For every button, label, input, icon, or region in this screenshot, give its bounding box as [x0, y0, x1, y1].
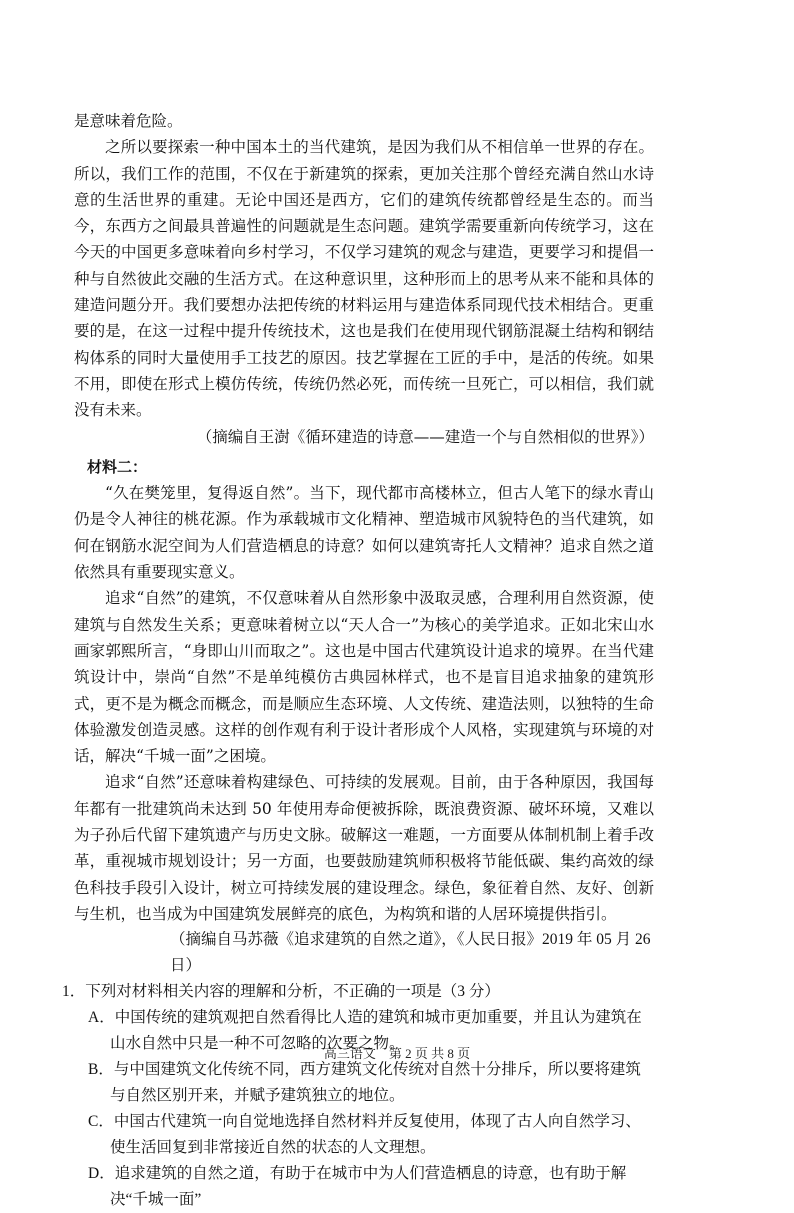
article1-paragraph-0: 是意味着危险。 — [74, 112, 183, 130]
article2-paragraph-2: 追求“自然”的建筑，不仅意味着从自然形象中汲取灵感，合理利用自然资源，使建筑与自然发生关系；更意味着树立以“天人合一”为核心的美学追求。正如北宋山水画家郭熙所言，“身即山川而取之”。这也是中国古代建筑设计追求的境界。在当代建筑设计中，崇尚“自然”不是单纯模仿古典园林样式，也不是盲目追求抽象的建筑形式，更不是为概念而概念，而是顺应生态环境、人文传统、建造法则，以独特的生命体验激发创造灵感。这样的创作观有利于设计者形成个人风格，实现建筑与环境的对话，解决“千城一面”之困境。 — [74, 589, 654, 766]
page-footer: 高三语文 第 2 页 共 8 页 — [323, 1046, 471, 1061]
article1-source: （摘编自王澍《循环建造的诗意——建造一个与自然相似的世界》） — [196, 427, 654, 446]
material-2-heading: 材料二： — [87, 457, 148, 476]
article2-paragraph-1: “久在樊笼里，复得返自然”。当下，现代都市高楼林立，但古人笔下的绿水青山仍是令人神往的桃花源。作为承载城市文化精神、塑造城市风貌特色的当代建筑，如何在钢筋水泥空间为人们营造栖息的诗意？如何以建筑寄托人文精神？追求自然之道依然具有重要现实意义。 — [74, 484, 654, 582]
article2-source: （摘编自马苏薇《追求建筑的自然之道》，《人民日报》2019 年 05 月 26 日） — [170, 931, 651, 975]
article2-paragraph-3: 追求“自然”还意味着构建绿色、可持续的发展观。目前，由于各种原因，我国每年都有一批建筑尚未达到 50 年使用寿命便被拆除，既浪费资源、破坏环境，又难以为子孙后代留下建筑遗产与历史文脉。破解这一难题，一方面要从体制机制上着手改革，重视城市规划设计；另一方面，也要鼓励建筑师积极将节能低碳、集约高效的绿色科技手段引入设计，树立可持续发展的建设理念。绿色，象征着自然、友好、创新与生机，也当成为中国建筑发展鲜亮的底色，为构筑和谐的人居环境提供指引。 — [74, 773, 654, 923]
question-1-option-d: D．追求建筑的自然之道，有助于在城市中为人们营造栖息的诗意，也有助于解决“千城一面” — [88, 1165, 627, 1209]
question-1-option-b: B．与中国建筑文化传统不同，西方建筑文化传统对自然十分排斥，所以要将建筑与自然区别开来，并赋予建筑独立的地位。 — [88, 1061, 641, 1105]
question-1-option-a: A．中国传统的建筑观把自然看得比人造的建筑和城市更加重要，并且认为建筑在山水自然中只是一种不可忽略的次要之物。 — [88, 1009, 642, 1053]
question-1-stem: 1．下列对材料相关内容的理解和分析，不正确的一项是（3 分） — [62, 983, 500, 1001]
article1-paragraph-1: 之所以要探索一种中国本土的当代建筑，是因为我们从不相信单一世界的存在。所以，我们工作的范围，不仅在于新建筑的探索，更加关注那个曾经充满自然山水诗意的生活世界的重建。无论中国还是西方，它们的建筑传统都曾经是生态的。而当今，东西方之间最具普遍性的问题就是生态问题。建筑学需要重新向传统学习，这在今天的中国更多意味着向乡村学习，不仅学习建筑的观念与建造，更要学习和提倡一种与自然彼此交融的生活方式。在这种意识里，这种形而上的思考从来不能和具体的建造问题分开。我们要想办法把传统的材料运用与建造体系同现代技术相结合。更重要的是，在这一过程中提升传统技术，这也是我们在使用现代钢筋混凝土结构和钢结构体系的同时大量使用手工技艺的原因。技艺掌握在工匠的手中，是活的传统。如果不用，即使在形式上模仿传统，传统仍然必死，而传统一旦死亡，可以相信，我们就没有未来。 — [74, 138, 654, 420]
question-1-option-c: C．中国古代建筑一向自觉地选择自然材料并反复使用，体现了古人向自然学习、使生活回复到非常接近自然的状态的人文理想。 — [88, 1113, 641, 1157]
